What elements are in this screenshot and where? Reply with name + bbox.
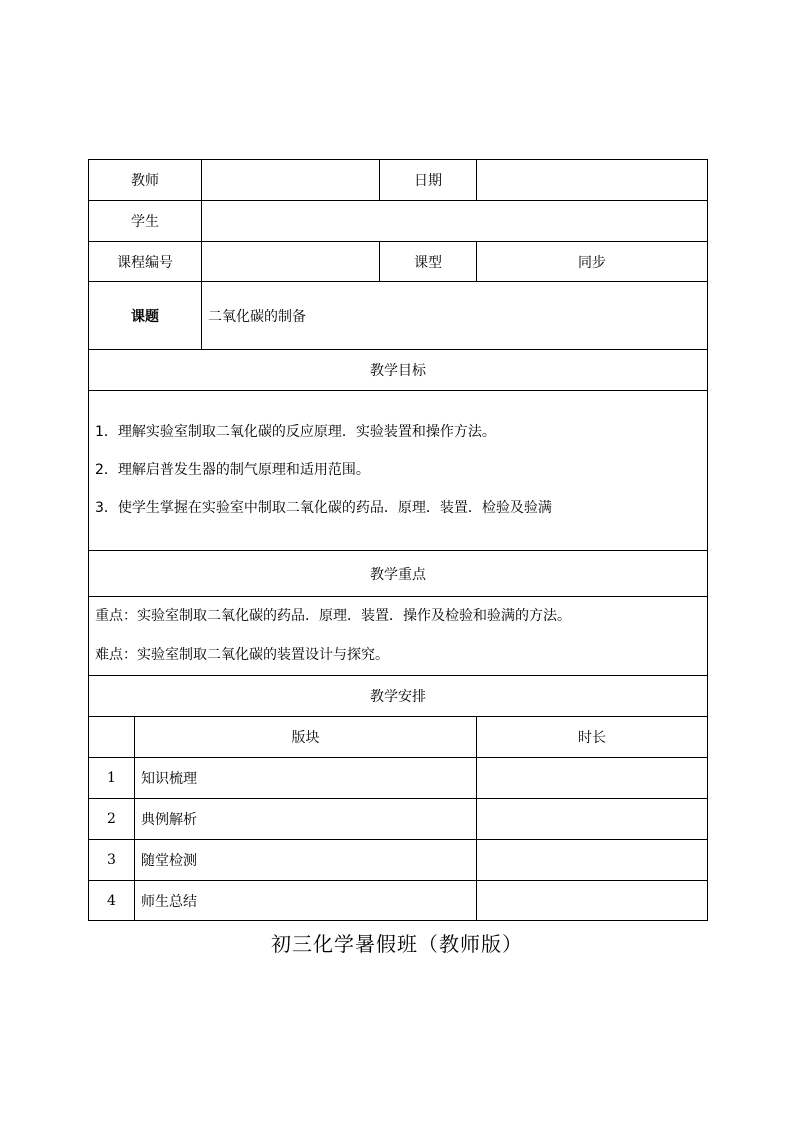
schedule-row-duration <box>477 799 708 840</box>
keypoints-row <box>89 597 708 676</box>
objectives-content <box>89 391 708 551</box>
student-value <box>202 201 708 242</box>
class-type-value: 同步 <box>477 242 708 282</box>
schedule-heading-row <box>89 676 708 717</box>
keypoint-item: 重点：实验室制取二氧化碳的药品．原理．装置．操作及检验和验满的方法。 <box>95 608 571 625</box>
teacher-value <box>202 160 380 201</box>
class-type-label: 课型 <box>380 242 477 282</box>
schedule-row <box>89 840 708 881</box>
schedule-row-block: 典例解析 <box>135 799 477 840</box>
schedule-row-block: 师生总结 <box>135 881 477 921</box>
topic-label: 课题 <box>89 282 202 350</box>
schedule-row-duration <box>477 840 708 881</box>
teacher-date-row <box>89 160 708 201</box>
student-label: 学生 <box>89 201 202 242</box>
course-code-value <box>202 242 380 282</box>
teacher-label: 教师 <box>89 160 202 201</box>
schedule-header-row <box>89 717 708 758</box>
schedule-block-header: 版块 <box>135 717 477 758</box>
keypoints-content <box>89 597 708 676</box>
schedule-row-block: 随堂检测 <box>135 840 477 881</box>
lesson-plan-table <box>88 159 708 921</box>
schedule-row <box>89 758 708 799</box>
schedule-row-duration <box>477 758 708 799</box>
objectives-heading-row <box>89 350 708 391</box>
date-label: 日期 <box>380 160 477 201</box>
schedule-row <box>89 799 708 840</box>
schedule-row-block: 知识梳理 <box>135 758 477 799</box>
topic-row <box>89 282 708 350</box>
keypoints-heading-row <box>89 551 708 597</box>
objectives-heading: 教学目标 <box>89 350 708 391</box>
schedule-heading: 教学安排 <box>89 676 708 717</box>
schedule-row-num: 3 <box>89 840 135 881</box>
course-code-label: 课程编号 <box>89 242 202 282</box>
keypoint-item: 难点：实验室制取二氧化碳的装置设计与探究。 <box>95 647 389 663</box>
schedule-duration-header: 时长 <box>477 717 708 758</box>
objectives-row <box>89 391 708 551</box>
objective-item: 2．理解启普发生器的制气原理和适用范围。 <box>95 462 370 479</box>
schedule-row-num: 4 <box>89 881 135 921</box>
objective-item: 1．理解实验室制取二氧化碳的反应原理．实验装置和操作方法。 <box>95 424 496 441</box>
schedule-row <box>89 881 708 921</box>
keypoints-heading: 教学重点 <box>89 551 708 597</box>
schedule-row-duration <box>477 881 708 921</box>
topic-value: 二氧化碳的制备 <box>202 282 708 350</box>
page-footer-title: 初三化学暑假班（教师版） <box>271 932 523 956</box>
schedule-num-header <box>89 717 135 758</box>
course-row <box>89 242 708 282</box>
schedule-row-num: 2 <box>89 799 135 840</box>
objective-item: 3．使学生掌握在实验室中制取二氧化碳的药品．原理．装置．检验及验满 <box>95 499 552 516</box>
date-value <box>477 160 708 201</box>
schedule-row-num: 1 <box>89 758 135 799</box>
student-row <box>89 201 708 242</box>
